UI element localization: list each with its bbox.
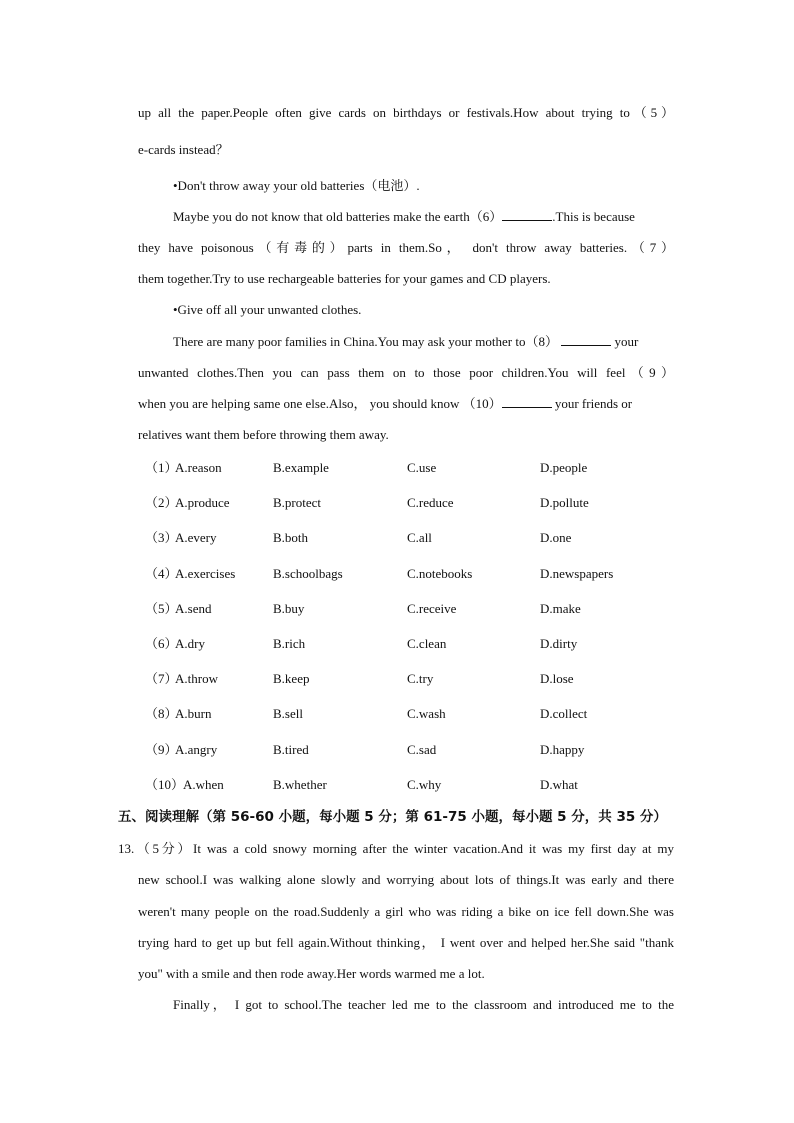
question-line: 13.（5分）It was a cold snowy morning after the winter vacation.And it was my first day at my [118,841,674,856]
option-c: C.notebooks [407,565,473,581]
option-c: C.all [407,530,432,546]
option-number: （4） [145,565,178,581]
option-a: A.throw [175,671,218,687]
passage-line: them together.Try to use rechargeable batteries for your games and CD players. [138,271,551,286]
option-row [145,566,685,582]
option-b: B.whether [273,776,327,792]
option-b: B.both [273,530,309,546]
option-row [145,636,685,652]
option-d: D.lose [540,671,574,687]
option-number: （6） [145,636,178,651]
option-a: A.exercises [175,565,236,581]
option-number: （2） [145,495,178,511]
option-b: B.rich [273,636,306,651]
option-c: C.sad [407,741,437,757]
option-c: C.clean [407,636,447,651]
question-line: new school.I was walking alone slowly and worrying about lots of things.It was early and there [138,872,674,887]
option-number: （3） [145,530,178,546]
passage-text: .This is because [552,209,635,224]
passage-line: they have poisonous（有毒的）parts in them.So， don't throw away batteries.（7） [138,240,674,255]
option-row [145,706,685,722]
passage-text: your friends or [554,396,633,411]
passage-line: relatives want them before throwing them away. [138,427,389,442]
option-d: D.pollute [540,495,589,511]
option-row [145,495,685,511]
option-b: B.schoolbags [273,565,343,581]
option-a: A.send [175,600,212,616]
passage-text: when you are helping same one else.Also， you should know （10） [138,396,502,411]
passage-line [173,334,674,350]
section-heading: 五、阅读理解（第 56-60 小题，每小题 5 分；第 61-75 小题，每小题 5 分，共 35 分） [118,809,667,825]
answer-blank [561,334,611,346]
option-row [145,601,685,617]
option-b: B.buy [273,600,305,616]
option-d: D.newspapers [540,565,614,581]
option-d: D.one [540,530,572,546]
option-c: C.wash [407,706,446,722]
option-d: D.collect [540,706,588,722]
option-a: A.every [175,530,217,546]
passage-line [173,209,674,225]
option-b: B.sell [273,706,303,722]
question-line: Finally， I got to school.The teacher led me to the classroom and introduced me to the [173,997,674,1012]
question-line: weren't many people on the road.Suddenly a girl who was riding a bike on ice fell down.She was [138,904,674,919]
option-b: B.tired [273,741,309,757]
option-d: D.people [540,460,588,475]
passage-text: Maybe you do not know that old batteries make the earth（6） [173,209,503,224]
tip-bullet: •Give off all your unwanted clothes. [173,302,362,317]
option-c: C.reduce [407,495,454,511]
option-a: A.angry [175,741,218,757]
option-number: （9） [145,741,178,757]
option-row [145,777,685,793]
option-row [145,742,685,758]
passage-text: your [614,334,639,349]
question-line: trying hard to get up but fell again.Without thinking， I went over and helped her.She said "thank [138,935,674,950]
option-b: B.protect [273,495,322,511]
option-c: C.receive [407,600,457,616]
answer-blank [502,209,552,221]
option-c: C.use [407,460,437,475]
option-row [145,460,685,476]
option-a: A.burn [175,706,212,722]
option-b: B.example [273,460,329,475]
option-a: A.dry [175,636,205,651]
option-c: C.try [407,671,434,687]
option-d: D.what [540,776,578,792]
option-a: A.produce [175,495,230,511]
passage-text: There are many poor families in China.You may ask your mother to（8） [173,334,558,349]
option-a: A.when [183,776,224,792]
passage-line: up all the paper.People often give cards on birthdays or festivals.How about trying to（5） [138,105,674,120]
option-number: （1） [145,460,178,475]
question-line: you" with a smile and then rode away.Her words warmed me a lot. [138,966,485,981]
option-d: D.dirty [540,636,578,651]
option-a: A.reason [175,460,222,475]
option-number: （7） [145,671,178,687]
answer-blank [502,396,552,408]
option-row [145,671,685,687]
tip-bullet: •Don't throw away your old batteries（电池）. [173,178,420,193]
option-number: （5） [145,600,178,616]
option-d: D.make [540,600,581,616]
passage-line: unwanted clothes.Then you can pass them on to those poor children.You will feel（9） [138,365,674,380]
option-row [145,530,685,546]
passage-line [138,396,674,412]
option-number: （8） [145,706,178,722]
option-d: D.happy [540,741,585,757]
option-c: C.why [407,776,442,792]
option-b: B.keep [273,671,310,687]
passage-line: e-cards instead？ [138,142,229,157]
option-number: （10） [145,776,185,792]
